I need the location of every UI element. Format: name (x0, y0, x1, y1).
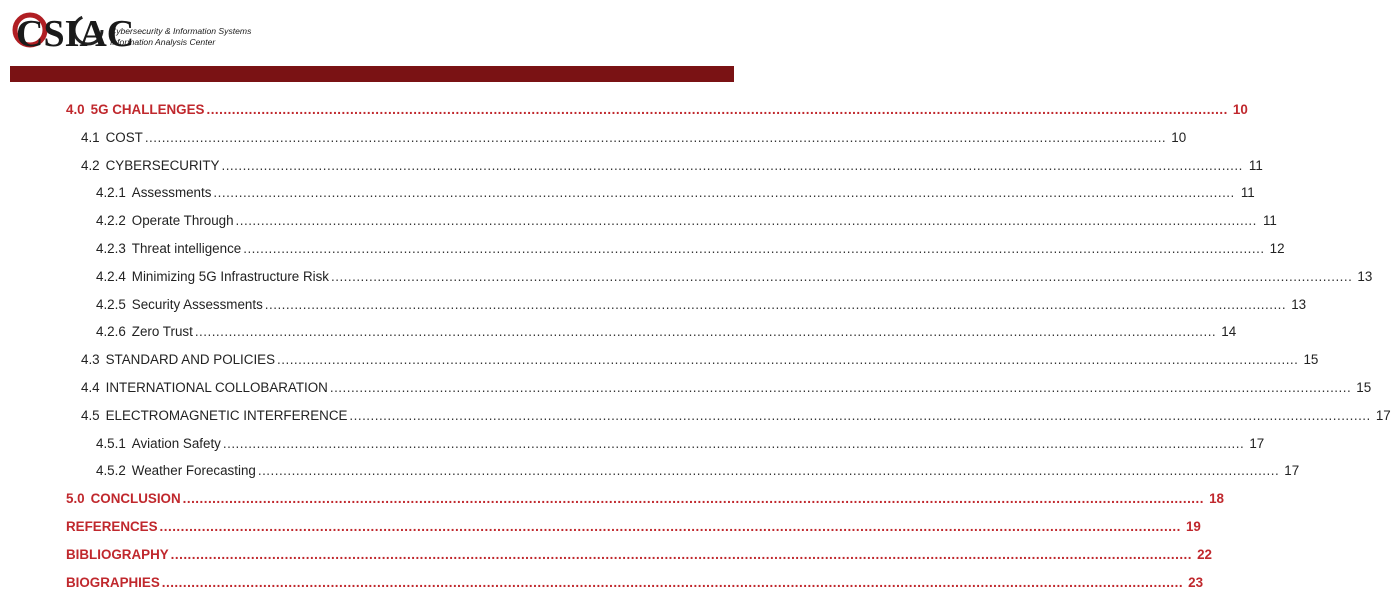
toc-entry-title: BIBLIOGRAPHY (66, 546, 169, 562)
toc-entry[interactable] (81, 380, 1372, 400)
toc-entry-page: 10 (1232, 102, 1248, 117)
toc-entry-title: REFERENCES (66, 519, 158, 534)
toc-entry[interactable] (81, 352, 1319, 372)
toc-entry-page: 13 (1291, 296, 1307, 312)
toc-entry[interactable] (66, 546, 1212, 567)
toc-entry-page: 17 (1375, 407, 1391, 423)
toc-entry-number: 4.2.4 (96, 268, 126, 284)
toc-entry-page: 11 (1240, 185, 1255, 201)
toc-dot-leader (236, 213, 1257, 228)
toc-entry-page: 15 (1303, 352, 1319, 368)
toc-entry-title: BIOGRAPHIES (66, 574, 160, 590)
toc-entry-page: 11 (1248, 157, 1263, 173)
toc-entry[interactable] (66, 491, 1224, 511)
toc-dot-leader (213, 185, 1234, 200)
toc-entry-number: 4.4 (81, 380, 100, 395)
toc-entry[interactable] (96, 241, 1285, 261)
toc-dot-leader (331, 269, 1352, 284)
toc-entry[interactable] (96, 268, 1373, 289)
toc-entry-page: 10 (1171, 129, 1187, 145)
page-header (0, 0, 734, 64)
toc-entry-number: 4.5.1 (96, 435, 126, 451)
toc-entry-number: 4.5.2 (96, 463, 126, 479)
toc-entry[interactable] (66, 102, 1248, 122)
toc-entry-title: Assessments (131, 185, 212, 201)
toc-entry-page: 15 (1356, 380, 1372, 395)
org-line-1: Cybersecurity & Information Systems (110, 26, 252, 36)
toc-dot-leader (243, 241, 1264, 256)
toc-entry-page: 22 (1197, 546, 1212, 562)
toc-dot-leader (221, 158, 1242, 173)
toc-entry-title: Zero Trust (131, 324, 193, 340)
toc-entry-page: 17 (1284, 463, 1300, 479)
toc-entry-title: 5G CHALLENGES (90, 102, 205, 117)
toc-dot-leader (195, 324, 1216, 339)
toc-entry-title: STANDARD AND POLICIES (105, 352, 276, 368)
toc-dot-leader (160, 519, 1181, 534)
toc-entry-number: 4.2.6 (96, 324, 126, 340)
logo-text: CSIAC (16, 13, 135, 55)
toc-entry[interactable] (96, 185, 1255, 205)
toc-entry-page: 14 (1221, 324, 1237, 340)
toc-entry-number: 4.3 (81, 352, 100, 368)
toc-entry-page: 11 (1262, 213, 1277, 229)
toc-entry-title: INTERNATIONAL COLLOBARATION (105, 380, 328, 395)
toc-entry[interactable] (96, 324, 1237, 344)
toc-entry-page: 23 (1188, 574, 1204, 590)
toc-entry[interactable] (81, 129, 1187, 150)
toc-entry[interactable] (66, 519, 1201, 539)
toc-dot-leader (171, 547, 1192, 562)
toc-entry-number: 4.2.2 (96, 213, 126, 229)
toc-entry-number: 4.2 (81, 157, 100, 173)
toc-entry-number: 4.0 (66, 102, 85, 117)
toc-entry-page: 19 (1185, 519, 1201, 534)
toc-dot-leader (265, 297, 1286, 312)
toc-entry-page: 17 (1249, 435, 1265, 451)
toc-dot-leader (162, 575, 1183, 590)
org-line-2: Information Analysis Center (110, 37, 216, 47)
toc-entry-title: ELECTROMAGNETIC INTERFERENCE (105, 407, 348, 423)
toc-dot-leader (277, 352, 1298, 367)
csiac-logo (12, 6, 135, 55)
toc-entry-number: 5.0 (66, 491, 85, 507)
toc-entry-number: 4.2.1 (96, 185, 126, 201)
toc-entry-title: Security Assessments (131, 296, 263, 312)
toc-entry-page: 18 (1209, 491, 1224, 507)
toc-entry[interactable] (96, 296, 1307, 317)
toc-entry-title: Operate Through (131, 213, 234, 229)
toc-entry-title: Weather Forecasting (131, 463, 256, 479)
toc-entry-title: COST (105, 129, 143, 145)
header-band (10, 66, 734, 82)
toc-entry[interactable] (96, 435, 1265, 456)
toc-entry[interactable] (81, 157, 1263, 178)
toc-entry[interactable] (66, 574, 1204, 595)
toc-entry-number: 4.1 (81, 129, 100, 145)
toc-entry-title: Minimizing 5G Infrastructure Risk (131, 268, 329, 284)
toc-entry[interactable] (96, 463, 1300, 483)
toc-dot-leader (223, 436, 1244, 451)
org-name (110, 26, 251, 48)
toc-dot-leader (330, 380, 1351, 395)
toc-entry-page: 12 (1269, 241, 1285, 256)
toc-dot-leader (258, 463, 1279, 478)
toc-dot-leader (183, 491, 1204, 506)
toc-entry-title: Threat intelligence (131, 241, 242, 256)
toc-entry-page: 13 (1357, 268, 1373, 284)
toc-entry[interactable] (81, 407, 1391, 428)
toc-entry-number: 4.2.3 (96, 241, 126, 256)
toc-entry-number: 4.2.5 (96, 296, 126, 312)
toc-dot-leader (145, 130, 1166, 145)
toc-entry-title: Aviation Safety (131, 435, 221, 451)
toc-dot-leader (349, 408, 1370, 423)
toc-entry-title: CONCLUSION (90, 491, 181, 507)
toc-dot-leader (206, 102, 1227, 117)
toc-entry-number: 4.5 (81, 407, 100, 423)
toc-entry-title: CYBERSECURITY (105, 157, 220, 173)
toc-entry[interactable] (96, 213, 1277, 233)
